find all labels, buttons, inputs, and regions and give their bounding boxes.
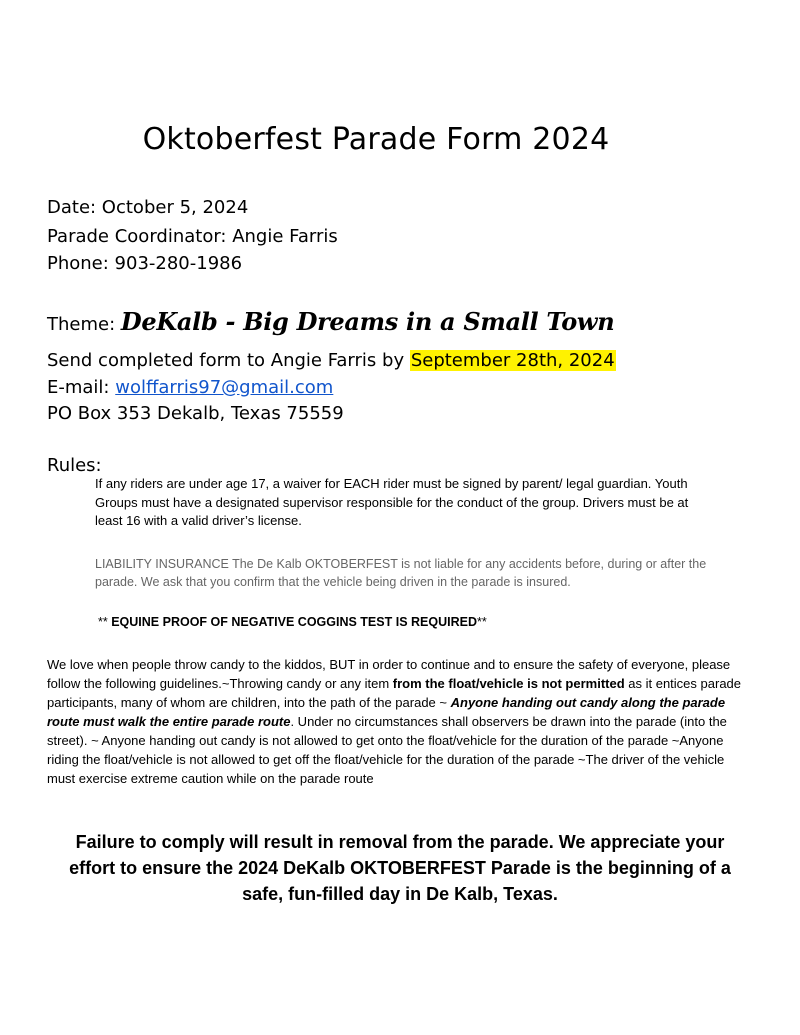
- coggins-suffix: **: [476, 615, 487, 629]
- candy-bold-italic-text: Anyone handing out candy along the parade route must walk the entire parade route: [47, 695, 726, 729]
- event-date: Date: October 5, 2024: [47, 197, 249, 218]
- rules-heading: Rules:: [47, 455, 102, 476]
- send-text: Send completed form to Angie Farris by: [47, 350, 410, 371]
- candy-bold-text: from the float/vehicle is not permitted: [392, 676, 625, 691]
- mailing-address: PO Box 353 Dekalb, Texas 75559: [47, 403, 344, 424]
- theme-value: DeKalb - Big Dreams in a Small Town: [120, 307, 615, 336]
- phone-number: Phone: 903-280-1986: [47, 253, 243, 274]
- candy-text-1: We love when people throw candy to the kiddos, BUT in order to continue and to ensure the safety of everyone, please follow the following guidelines.~Throwing candy or any item: [47, 657, 731, 691]
- coggins-prefix: **: [98, 615, 112, 629]
- email-line: [47, 377, 333, 399]
- rider-rules-paragraph: If any riders are under age 17, a waiver for EACH rider must be signed by parent/ legal guardian. Youth Groups must have a designated supervisor responsible for the conduct of the group. Drivers must be at least 16 with a valid driver’s license.: [95, 476, 689, 528]
- email-link[interactable]: wolffarris97@gmail.com: [115, 377, 334, 398]
- page-title: Oktoberfest Parade Form 2024: [142, 122, 610, 157]
- closing-statement: Failure to comply will result in removal from the parade. We appreciate your effort to ensure the 2024 DeKalb OKTOBERFEST Parade is the beginning of a safe, fun-filled day in De Kalb, Texas.: [69, 832, 731, 904]
- candy-text-2: as it entices parade participants, many of whom are children, into the path of the parade ~: [47, 676, 742, 710]
- email-label: E-mail:: [47, 377, 116, 398]
- coggins-text: EQUINE PROOF OF NEGATIVE COGGINS TEST IS REQUIRED: [111, 615, 477, 629]
- deadline-highlight: September 28th, 2024: [410, 350, 615, 371]
- theme-line: [47, 307, 614, 336]
- coggins-requirement: [98, 613, 698, 632]
- candy-guidelines-paragraph: [47, 655, 747, 788]
- liability-paragraph: LIABILITY INSURANCE The De Kalb OKTOBERFEST is not liable for any accidents before, during or after the parade. We ask that you confirm that the vehicle being driven in the parade is insured.: [95, 557, 707, 589]
- parade-coordinator: Parade Coordinator: Angie Farris: [47, 226, 338, 247]
- send-instructions: [47, 350, 616, 372]
- theme-label: Theme:: [47, 314, 121, 335]
- candy-text-3: . Under no circumstances shall observers be drawn into the parade (into the street). ~ Anyone handing out candy is not allowed to get onto the float/vehicle for the duration of the parade ~Anyone riding the float/vehicle is not allowed to get off the float/vehicle for the duration of the parade ~The driver of the vehicle must exercise extreme caution while on the parade route: [47, 714, 727, 786]
